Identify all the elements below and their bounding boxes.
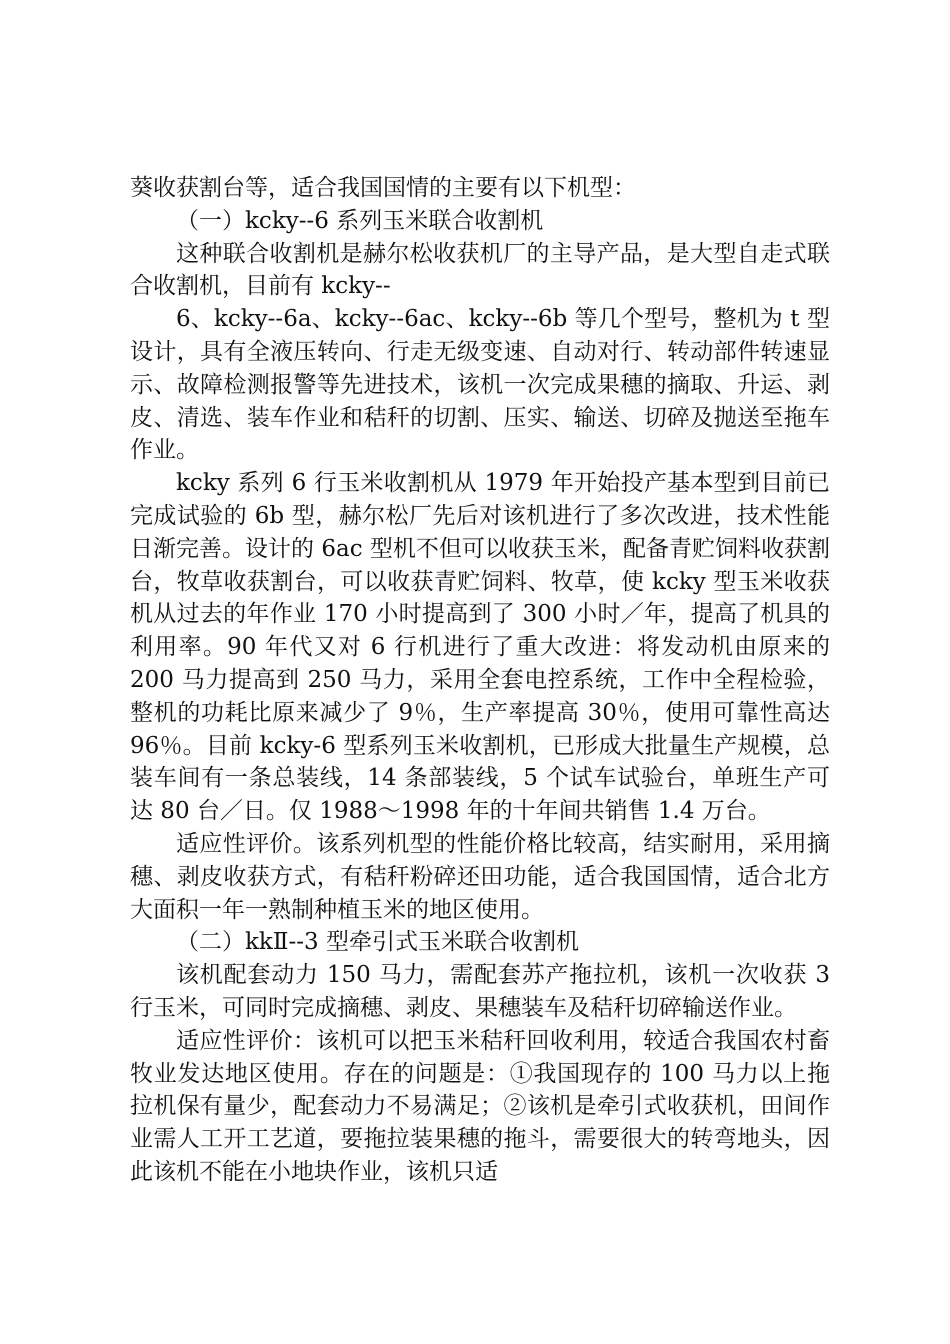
paragraph-kcky-history: kcky 系列 6 行玉米收割机从 1979 年开始投产基本型到目前已完成试验的 6b 型，赫尔松厂先后对该机进行了多次改进，技术性能日渐完善。设计的 6ac 型机不但可以收获玉米，配备青贮饲料收获割台，牧草收获割台，可以收获青贮饲料、牧草，使 kcky 型玉米收获机从过去的年作业 170 小时提高到了 300 小时／年，提高了机具的利用率。90 年代又对 6 行机进行了重大改进：将发动机由原来的 200 马力提高到 250 马力，采用全套电控系统，工作中全程检验，整机的功耗比原来减少了 9％，生产率提高 30％，使用可靠性高达 96％。目前 kcky-6 型系列玉米收割机，已形成大批量生产规模，总装车间有一条总装线，14 条部装线，5 个试车试验台，单班生产可达 80 台／日。仅 1988～1998 年的十年间共销售 1.4 万台。	[130, 470, 830, 825]
section-heading-kcky-6: （一）kcky--6 系列玉米联合收割机	[176, 207, 544, 234]
paragraph-kk2-evaluation: 适应性评价：该机可以把玉米秸秆回收利用，较适合我国农村畜牧业发达地区使用。存在的问题是：①我国现存的 100 马力以上拖拉机保有量少，配套动力不易满足；②该机是牵引式收获机，田间作业需人工开工艺道，要拖拉装果穗的拖斗，需要很大的转弯地头，因此该机不能在小地块作业，该机只适	[130, 1027, 830, 1185]
paragraph-kk2-overview: 该机配套动力 150 马力，需配套苏产拖拉机，该机一次收获 3 行玉米，可同时完成摘穗、剥皮、果穗装车及秸秆切碎输送作业。	[130, 962, 830, 1021]
paragraph-intro-continuation: 葵收获割台等，适合我国国情的主要有以下机型：	[130, 175, 636, 201]
section-heading-kk2-3: （二）kkⅡ--3 型牵引式玉米联合收割机	[176, 929, 579, 956]
paragraph-kcky-overview: 这种联合收割机是赫尔松收获机厂的主导产品，是大型自走式联合收割机，目前有 kcky--	[130, 240, 830, 300]
paragraph-kcky-evaluation: 适应性评价。该系列机型的性能价格比较高，结实耐用，采用摘穗、剥皮收获方式，有秸秆粉碎还田功能，适合我国国情，适合北方大面积一年一熟制种植玉米的地区使用。	[130, 830, 830, 923]
paragraph-kcky-models: 6、kcky--6a、kcky--6ac、kcky--6b 等几个型号，整机为 t 型设计，具有全液压转向、行走无级变速、自动对行、转动部件转速显示、故障检测报警等先进技术，该机一次完成果穗的摘取、升运、剥皮、清选、装车作业和秸秆的切割、压实、输送、切碎及抛送至拖车作业。	[130, 306, 830, 464]
document-page	[130, 172, 830, 1189]
